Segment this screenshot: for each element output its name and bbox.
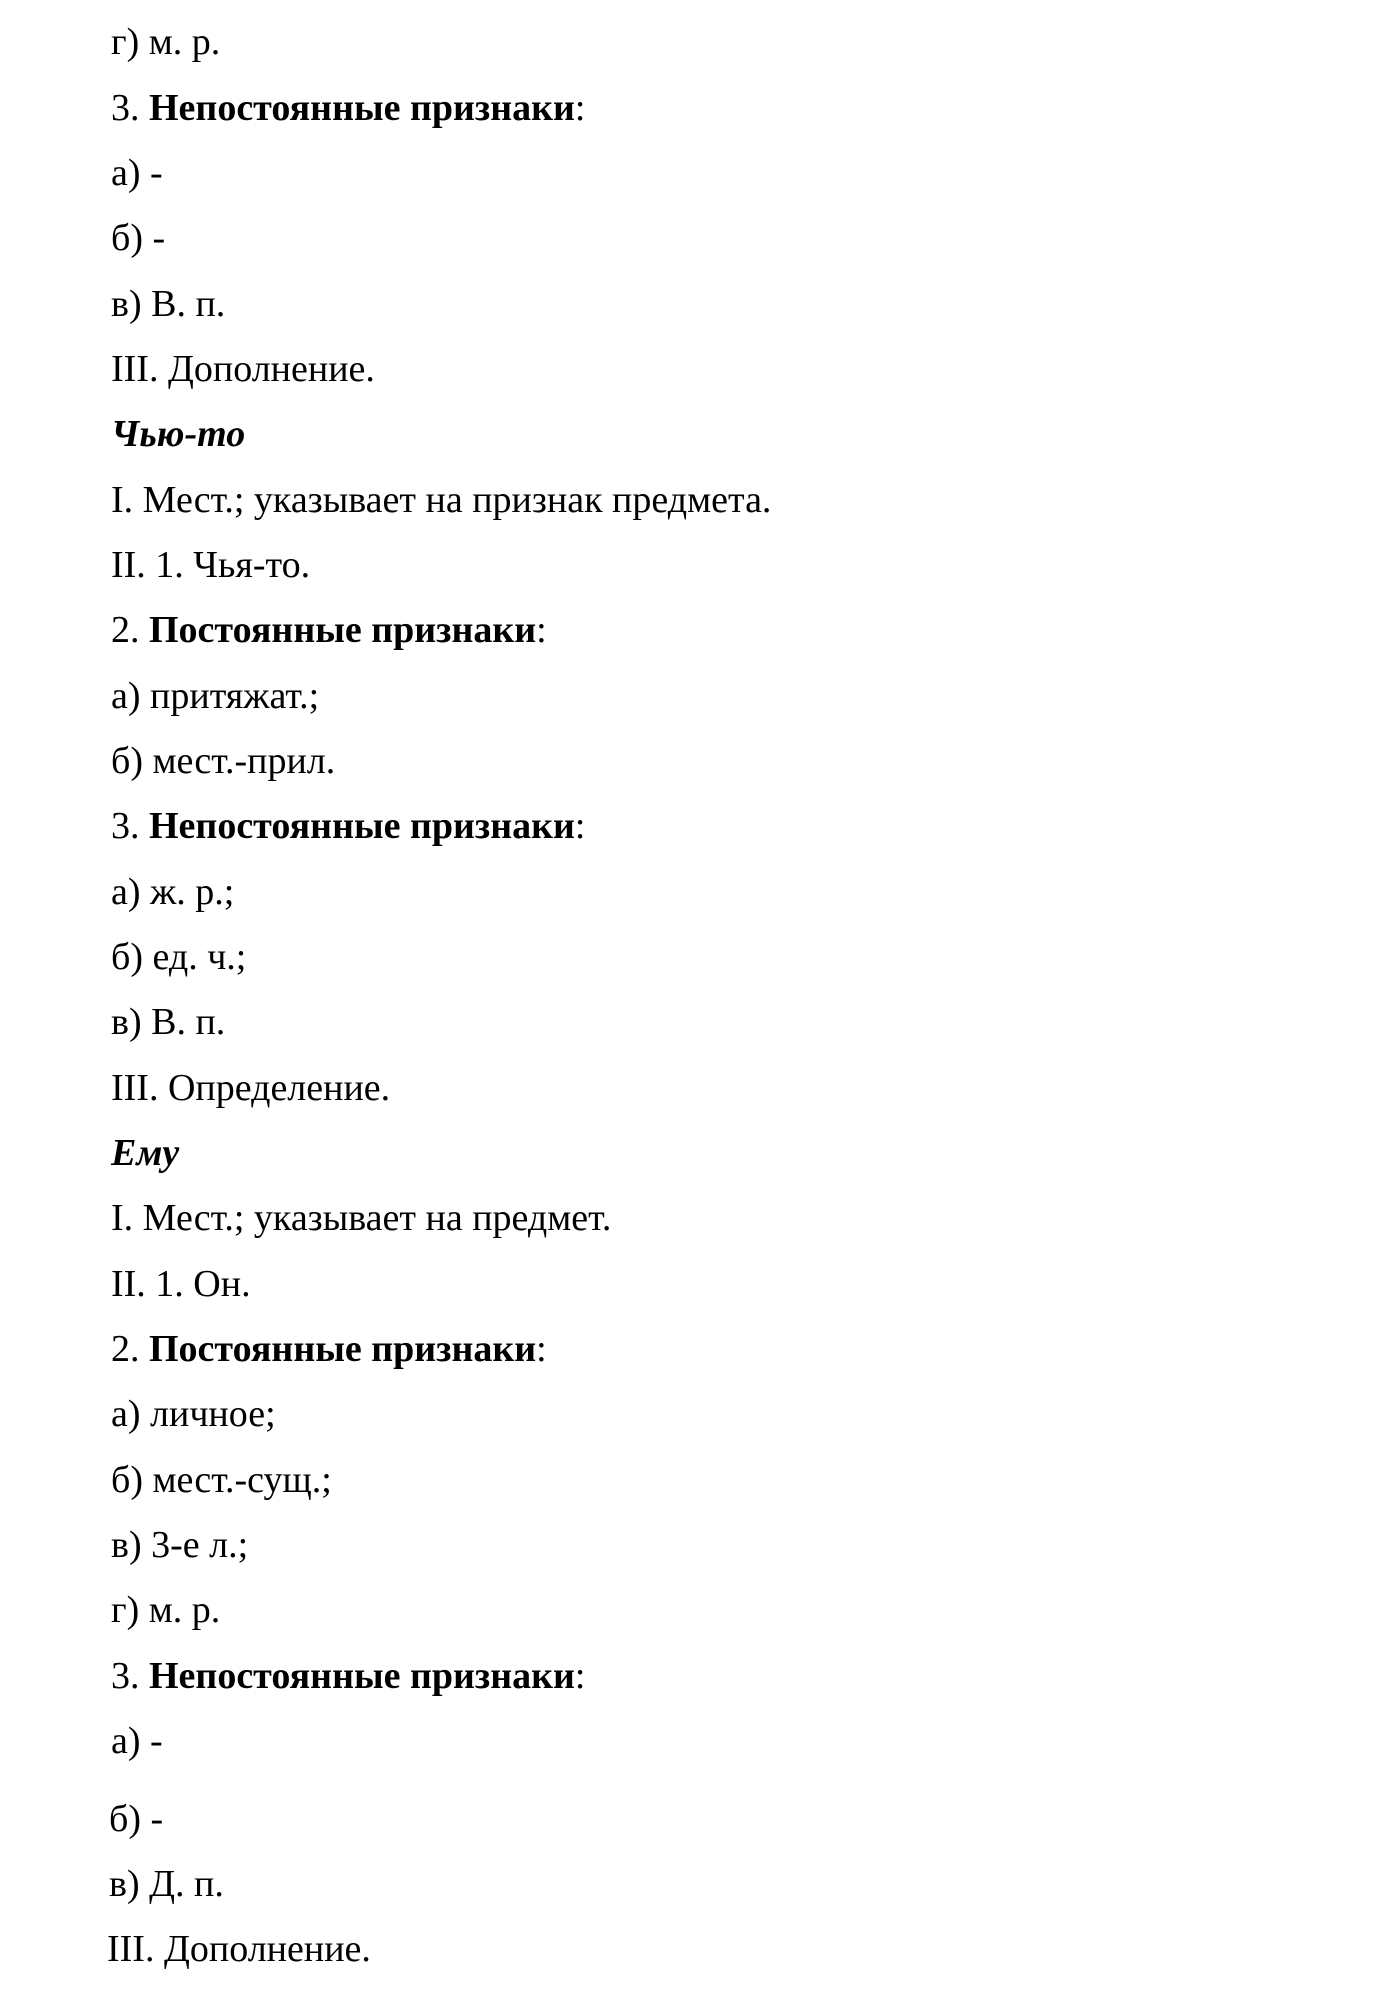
section-colon: : — [536, 609, 547, 651]
section-line — [111, 1327, 547, 1371]
text-line: в) В. п. — [111, 1001, 226, 1043]
text-line: г) м. р. — [111, 21, 221, 63]
text-line: б) ед. ч.; — [111, 936, 247, 978]
text-line: а) личное; — [111, 1393, 276, 1435]
section-line — [111, 1654, 585, 1698]
text-line: а) ж. р.; — [111, 871, 235, 913]
text-line: г) м. р. — [111, 1589, 221, 1631]
section-number: 3. — [111, 87, 149, 129]
text-line: б) - — [111, 217, 166, 259]
text-line: II. 1. Он. — [111, 1263, 251, 1305]
text-line: I. Мест.; указывает на признак предмета. — [111, 479, 772, 521]
section-colon: : — [536, 1328, 547, 1370]
text-line: в) Д. п. — [109, 1863, 224, 1905]
section-heading: Непостоянные признаки — [149, 87, 575, 129]
section-colon: : — [574, 87, 586, 129]
section-line — [111, 608, 547, 652]
text-line: б) мест.-прил. — [111, 740, 336, 782]
section-colon: : — [574, 805, 586, 847]
text-line: III. Дополнение. — [107, 1928, 371, 1970]
section-number: 2. — [111, 1328, 149, 1370]
section-line — [111, 804, 585, 848]
section-number: 3. — [111, 805, 149, 847]
section-heading: Непостоянные признаки — [149, 1655, 575, 1697]
section-line — [111, 86, 585, 130]
section-colon: : — [574, 1655, 586, 1697]
text-line: III. Дополнение. — [111, 348, 375, 390]
section-heading: Постоянные признаки — [149, 609, 537, 651]
text-line: а) - — [111, 152, 163, 194]
text-line: а) - — [111, 1720, 163, 1762]
text-line: III. Определение. — [111, 1067, 391, 1109]
text-line: I. Мест.; указывает на предмет. — [111, 1197, 612, 1239]
section-number: 3. — [111, 1655, 149, 1697]
text-line: в) В. п. — [111, 283, 226, 325]
section-heading: Непостоянные признаки — [149, 805, 575, 847]
text-line: II. 1. Чья-то. — [111, 544, 311, 586]
text-line: а) притяжат.; — [111, 675, 320, 717]
word-heading: Ему — [111, 1132, 180, 1174]
text-line: б) - — [109, 1798, 164, 1840]
section-number: 2. — [111, 609, 149, 651]
text-line: в) 3-е л.; — [111, 1524, 249, 1566]
text-line: б) мест.-сущ.; — [111, 1459, 332, 1501]
section-heading: Постоянные признаки — [149, 1328, 537, 1370]
word-heading: Чью-то — [111, 413, 246, 455]
